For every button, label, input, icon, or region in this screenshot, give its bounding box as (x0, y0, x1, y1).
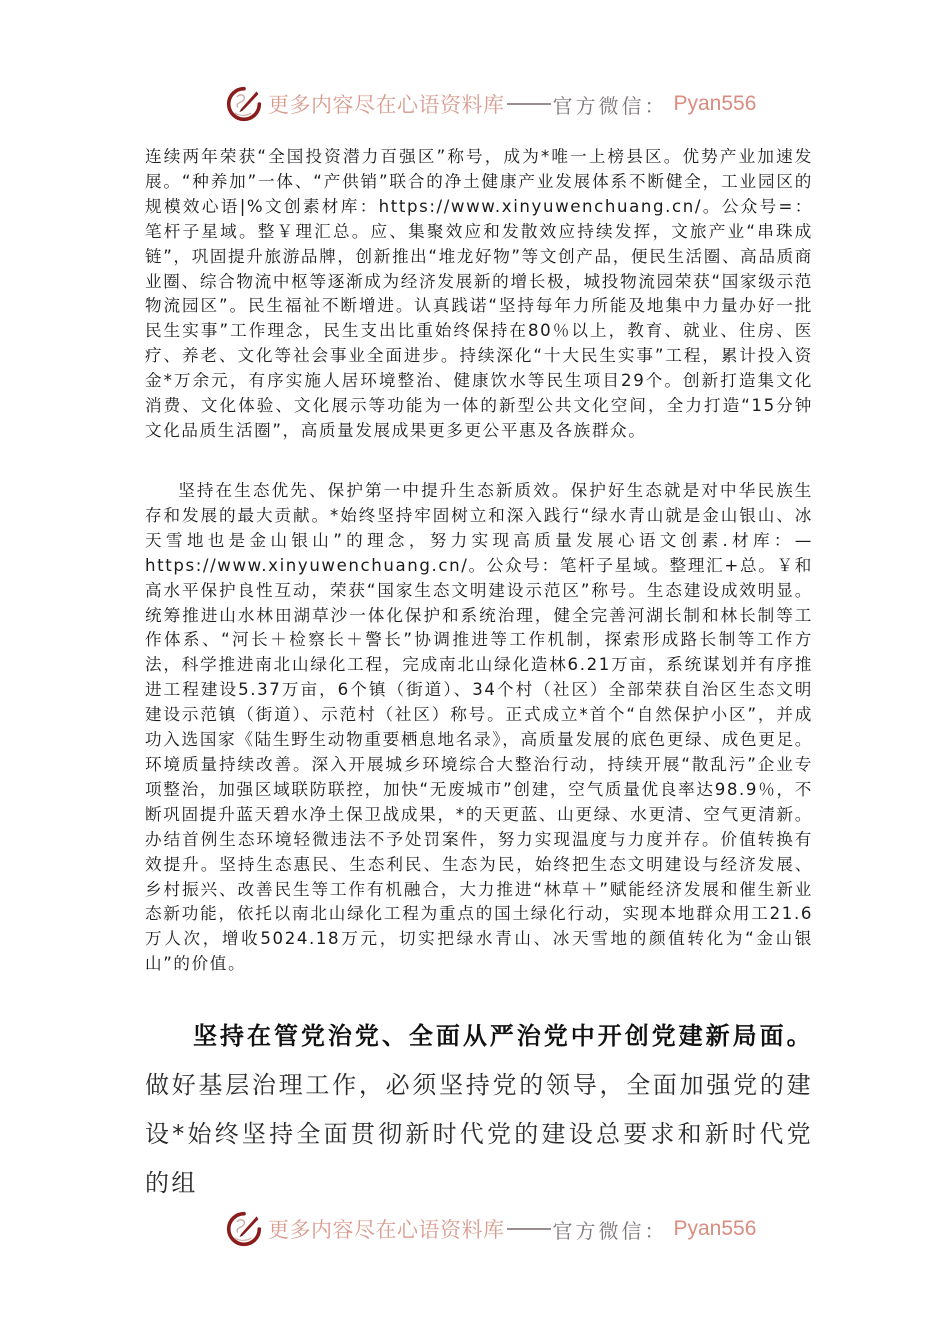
paragraph-ecology: 坚持在生态优先、保护第一中提升生态新质效。保护好生态就是对中华民族生存和发展的最大贡献。*始终坚持牢固树立和深入践行“绿水青山就是金山银山、冰天雪地也是金山银山”的理念，努力实现高质量发展心语文创素.材库：—https://www.xinyuwenchuang.cn/。公众号：笔杆子星域。整理汇+总。￥和高水平保护良性互动，荣获“国家生态文明建设示范区”称号。生态建设成效明显。统筹推进山水林田湖草沙一体化保护和系统治理，健全完善河湖长制和林长制等工作体系、“河长＋检察长＋警长”协调推进等工作机制，探索形成路长制等工作方法，科学推进南北山绿化工程，完成南北山绿化造林6.21万亩，系统谋划并有序推进工程建设5.37万亩，6个镇（街道）、34个村（社区）全部荣获自治区生态文明建设示范镇（街道）、示范村（社区）称号。正式成立*首个“自然保护小区”，并成功入选国家《陆生野生动物重要栖息地名录》，高质量发展的底色更绿、成色更足。环境质量持续改善。深入开展城乡环境综合大整治行动，持续开展“散乱污”企业专项整治，加强区域联防联控，加快“无废城市”创建，空气质量优良率达98.9％，不断巩固提升蓝天碧水净土保卫战成果，*的天更蓝、山更绿、水更清、空气更清新。办结首例生态环境轻微违法不予处罚案件，努力实现温度与力度并存。价值转换有效提升。坚持生态惠民、生态利民、生态为民，始终把生态文明建设与经济发展、乡村振兴、改善民生等工作有机融合，大力推进“林草＋”赋能经济发展和催生新业态新功能，依托以南北山绿化工程为重点的国土绿化行动，实现本地群众用工21.6万人次，增收5024.18万元，切实把绿水青山、冰天雪地的颜值转化为“金山银山”的价值。 (145, 481, 813, 974)
banner-wechat-label: 官方微信： (552, 1218, 668, 1243)
banner-promo-text: 更多内容尽在心语资料库 (268, 93, 505, 117)
banner-dash-divider (507, 1228, 551, 1230)
banner-wechat-label: 官方微信： (552, 93, 668, 118)
quill-pen-logo-icon (226, 1211, 262, 1247)
paragraph-body: 做好基层治理工作，必须坚持党的领导，全面加强党的建设*始终坚持全面贯彻新时代党的建设总要求和新时代党的组 (145, 1071, 813, 1197)
paragraph-heading-bold: 坚持在管党治党、全面从严治党中开创党建新局面。 (193, 1022, 813, 1050)
banner-wechat-id: Pyan556 (673, 1217, 757, 1240)
footer-banner (226, 1207, 756, 1251)
banner-promo-text: 更多内容尽在心语资料库 (268, 1218, 505, 1242)
banner-dash-divider (507, 103, 551, 105)
quill-pen-logo-icon (226, 86, 262, 122)
banner-wechat-id: Pyan556 (673, 92, 757, 115)
paragraph-party-building (145, 1012, 813, 1208)
header-banner (226, 82, 756, 126)
paragraph-economy-livelihood: 连续两年荣获“全国投资潜力百强区”称号，成为*唯一上榜县区。优势产业加速发展。“种养加”一体、“产供销”联合的净土健康产业发展体系不断健全，工业园区的规模效心语|%文创素材库：https://www.xinyuwenchuang.cn/。公众号=：笔杆子星域。整￥理汇总。应、集聚效应和发散效应持续发挥，文旅产业“串珠成链”，巩固提升旅游品牌，创新推出“堆龙好物”等文创产品，便民生活圈、高品质商业圈、综合物流中枢等逐渐成为经济发展新的增长极，城投物流园荣获“国家级示范物流园区”。民生福祉不断增进。认真践诺“坚持每年力所能及地集中力量办好一批民生实事”工作理念，民生支出比重始终保持在80％以上，教育、就业、住房、医疗、养老、文化等社会事业全面进步。持续深化“十大民生实事”工程，累计投入资金*万余元，有序实施人居环境整治、健康饮水等民生项目29个。创新打造集文化消费、文化体验、文化展示等功能为一体的新型公共文化空间，全力打造“15分钟文化品质生活圈”，高质量发展成果更多更公平惠及各族群众。 (145, 147, 813, 440)
